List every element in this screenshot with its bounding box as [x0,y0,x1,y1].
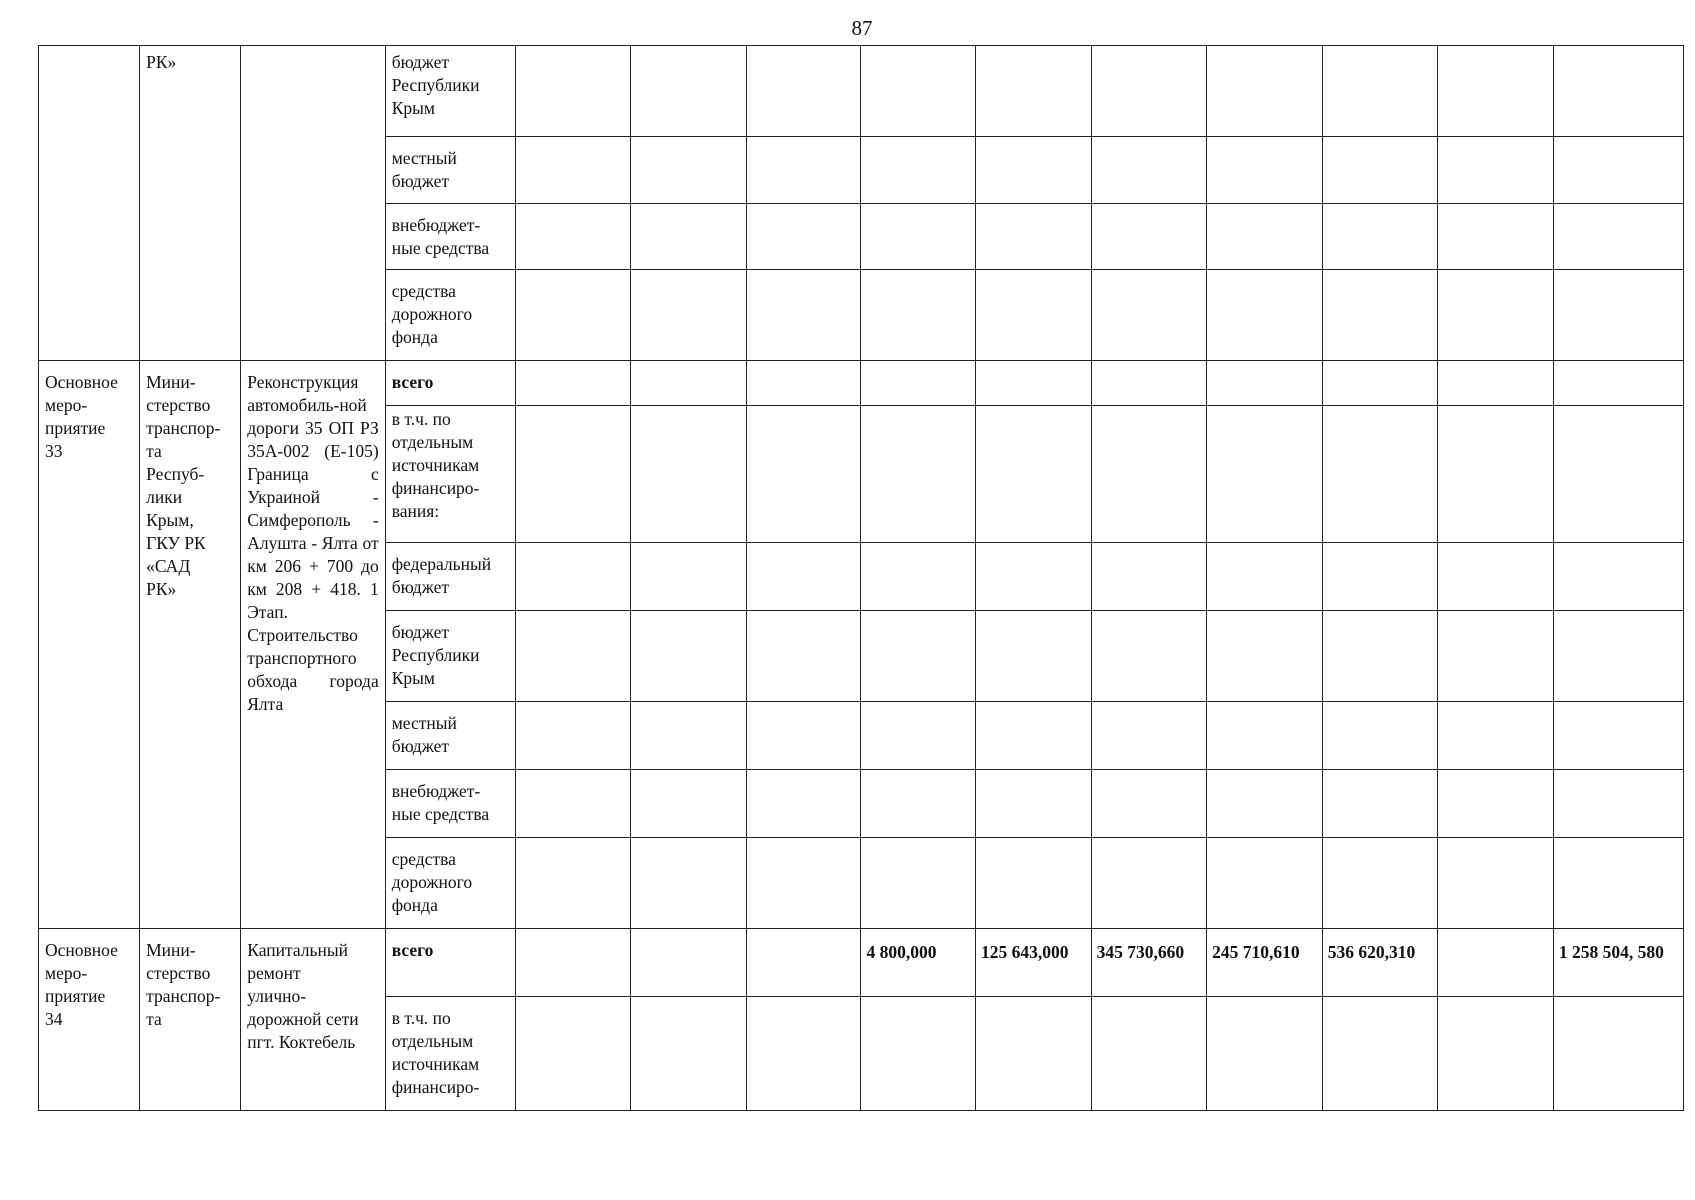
empty-cell [1438,543,1554,611]
empty-cell [1091,838,1207,929]
empty-cell [1091,611,1207,702]
empty-cell [746,838,861,929]
empty-cell [1438,611,1554,702]
empty-cell [1322,611,1438,702]
empty-cell [1553,270,1683,361]
empty-cell [1438,361,1554,406]
empty-cell [1553,611,1683,702]
executor-cell: Мини- стерство транспор- та [140,929,241,1111]
empty-cell [1207,46,1323,137]
empty-cell [1091,46,1207,137]
empty-cell [1207,361,1323,406]
executor-cell: РК» [140,46,241,361]
value-cell: 125 643,000 [976,929,1092,997]
empty-cell [1438,770,1554,838]
empty-cell [976,838,1092,929]
source-cell: средства дорожного фонда [385,270,515,361]
empty-cell [1207,702,1323,770]
empty-cell [1553,406,1683,543]
empty-cell [1207,204,1323,270]
empty-cell [1207,543,1323,611]
empty-cell [861,543,976,611]
empty-cell [1091,204,1207,270]
empty-cell [631,361,747,406]
value-cell [1438,929,1554,997]
empty-cell [631,997,747,1111]
empty-cell [1553,770,1683,838]
empty-cell [631,543,747,611]
empty-cell [1207,838,1323,929]
source-cell: внебюджет- ные средства [385,204,515,270]
empty-cell [515,46,631,137]
empty-cell [861,46,976,137]
empty-cell [976,543,1092,611]
source-cell: местный бюджет [385,702,515,770]
empty-cell [861,702,976,770]
empty-cell [746,543,861,611]
empty-cell [1553,702,1683,770]
empty-cell [861,611,976,702]
empty-cell [631,46,747,137]
empty-cell [861,361,976,406]
description-cell [241,46,385,361]
empty-cell [1553,204,1683,270]
empty-cell [1322,702,1438,770]
empty-cell [976,137,1092,204]
empty-cell [976,46,1092,137]
empty-cell [746,46,861,137]
empty-cell [1553,361,1683,406]
value-cell [631,929,747,997]
empty-cell [976,611,1092,702]
empty-cell [1553,543,1683,611]
table-row [39,46,1684,137]
source-cell: местный бюджет [385,137,515,204]
empty-cell [1091,406,1207,543]
empty-cell [746,270,861,361]
source-cell: средства дорожного фонда [385,838,515,929]
executor-cell: Мини- стерство транспор- та Респуб- лики Крым, ГКУ РК «САД РК» [140,361,241,929]
empty-cell [976,997,1092,1111]
empty-cell [515,611,631,702]
empty-cell [515,361,631,406]
empty-cell [861,406,976,543]
value-cell [746,929,861,997]
empty-cell [1553,997,1683,1111]
source-cell: внебюджет- ные средства [385,770,515,838]
table-row [39,361,1684,406]
empty-cell [1207,997,1323,1111]
empty-cell [1091,137,1207,204]
value-cell: 245 710,610 [1207,929,1323,997]
empty-cell [746,997,861,1111]
source-cell: в т.ч. по отдельным источникам финансиро- вания: [385,406,515,543]
page-number: 87 [851,16,873,40]
empty-cell [746,204,861,270]
empty-cell [631,838,747,929]
empty-cell [515,204,631,270]
source-cell: федеральный бюджет [385,543,515,611]
empty-cell [631,137,747,204]
empty-cell [1091,702,1207,770]
empty-cell [515,270,631,361]
value-cell: 345 730,660 [1091,929,1207,997]
empty-cell [1091,270,1207,361]
empty-cell [515,997,631,1111]
empty-cell [1091,997,1207,1111]
empty-cell [1322,204,1438,270]
empty-cell [1438,204,1554,270]
empty-cell [1091,361,1207,406]
budget-table [38,45,1684,1111]
empty-cell [861,204,976,270]
empty-cell [1207,270,1323,361]
empty-cell [1322,137,1438,204]
empty-cell [1091,543,1207,611]
empty-cell [1322,270,1438,361]
empty-cell [515,406,631,543]
description-cell: Капитальный ремонт улично- дорожной сети пгт. Коктебель [241,929,385,1111]
empty-cell [1207,406,1323,543]
event-cell: Основное меро- приятие 34 [39,929,140,1111]
empty-cell [1091,770,1207,838]
description-cell: Реконструкция автомобиль-ной дороги 35 ОП РЗ 35А-002 (Е-105) Граница с Украиной - Симферополь - Алушта - Ялта от км 206 + 700 до км 208 + 418. 1 Этап. Строительство транспортного обхода города Ялта [241,361,385,929]
empty-cell [631,204,747,270]
table-row [39,929,1684,997]
empty-cell [746,137,861,204]
source-cell: бюджет Республики Крым [385,46,515,137]
event-cell: Основное меро- приятие 33 [39,361,140,929]
empty-cell [746,611,861,702]
empty-cell [1207,770,1323,838]
empty-cell [515,770,631,838]
empty-cell [976,702,1092,770]
empty-cell [861,997,976,1111]
empty-cell [1553,46,1683,137]
empty-cell [1322,997,1438,1111]
empty-cell [1207,137,1323,204]
empty-cell [1438,137,1554,204]
empty-cell [1322,406,1438,543]
empty-cell [976,406,1092,543]
empty-cell [976,770,1092,838]
empty-cell [631,611,747,702]
empty-cell [1438,838,1554,929]
empty-cell [515,543,631,611]
empty-cell [1322,838,1438,929]
empty-cell [861,270,976,361]
empty-cell [746,406,861,543]
value-cell: 536 620,310 [1322,929,1438,997]
empty-cell [1553,137,1683,204]
empty-cell [1322,770,1438,838]
source-cell: в т.ч. по отдельным источникам финансиро- [385,997,515,1111]
empty-cell [631,702,747,770]
empty-cell [515,838,631,929]
empty-cell [861,770,976,838]
event-cell [39,46,140,361]
empty-cell [861,838,976,929]
empty-cell [976,204,1092,270]
empty-cell [515,702,631,770]
empty-cell [631,406,747,543]
empty-cell [1553,838,1683,929]
empty-cell [1322,361,1438,406]
empty-cell [1438,46,1554,137]
value-cell: 4 800,000 [861,929,976,997]
empty-cell [631,770,747,838]
empty-cell [515,137,631,204]
empty-cell [631,270,747,361]
empty-cell [1322,543,1438,611]
empty-cell [1207,611,1323,702]
empty-cell [1438,406,1554,543]
empty-cell [1438,997,1554,1111]
empty-cell [1322,46,1438,137]
empty-cell [746,361,861,406]
value-cell [515,929,631,997]
empty-cell [1438,270,1554,361]
empty-cell [1438,702,1554,770]
source-cell: бюджет Республики Крым [385,611,515,702]
empty-cell [976,270,1092,361]
empty-cell [861,137,976,204]
source-cell: всего [385,929,515,997]
empty-cell [746,702,861,770]
total-value-cell: 1 258 504, 580 [1553,929,1683,997]
empty-cell [976,361,1092,406]
source-cell: всего [385,361,515,406]
empty-cell [746,770,861,838]
